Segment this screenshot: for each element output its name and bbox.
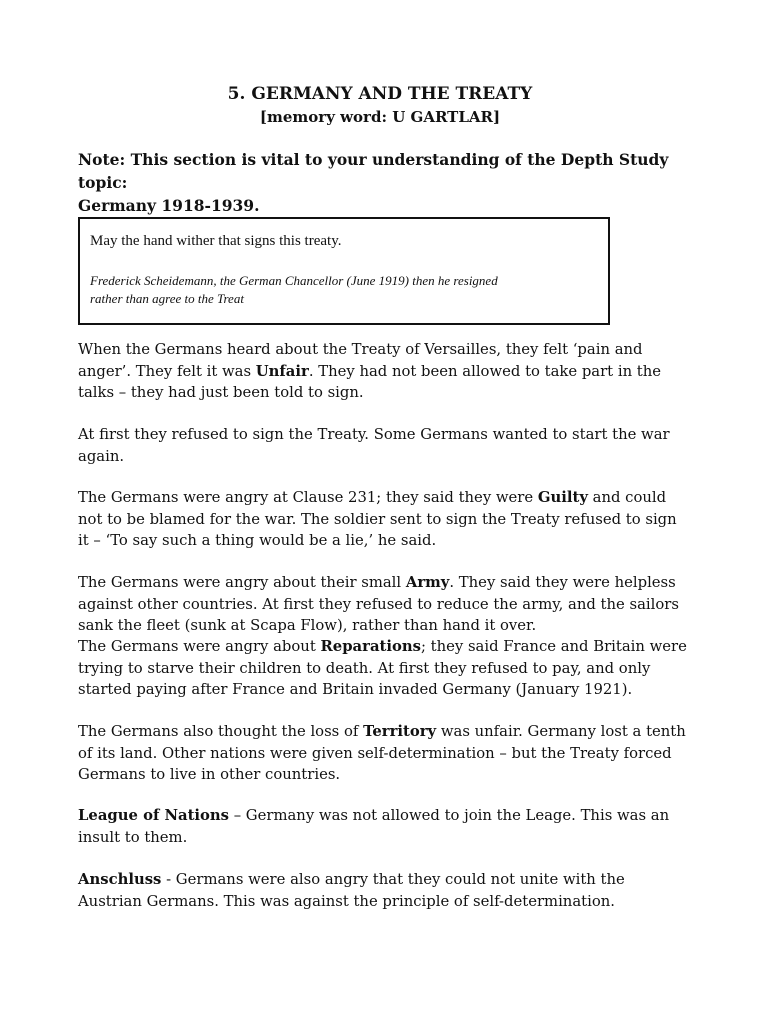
paragraph-text: When the Germans heard about the Treaty of Versailles, they felt ‘pain and anger’. They felt it was — [78, 341, 643, 380]
key-term-territory: Territory — [363, 723, 437, 740]
quote-text: May the hand wither that signs this treaty. — [90, 233, 342, 249]
paragraph-text: The Germans were angry about their small — [78, 574, 406, 591]
paragraph-reaction — [78, 339, 688, 404]
quote-box — [78, 217, 610, 325]
key-term-guilty: Guilty — [537, 489, 588, 506]
paragraph-territory — [78, 721, 688, 786]
paragraph-text: . They had not been allowed to take part in the talks – they had just been told to sign. — [78, 362, 662, 401]
key-term-army: Army — [405, 574, 450, 591]
page-title: 5. GERMANY AND THE TREATY — [227, 84, 533, 104]
paragraph-anschluss — [78, 869, 688, 912]
paragraph-guilt — [78, 487, 688, 552]
paragraph-league — [78, 805, 688, 848]
key-term-reparations: Reparations — [320, 638, 421, 655]
key-term-anschluss: Anschluss — [78, 871, 162, 888]
paragraph-text: - Germans were also angry that they could not unite with the Austrian Germans. This was against the principle of self-determination. — [78, 871, 625, 910]
paragraph-text: ; they said France and Britain were trying to starve their children to death. At first they refused to pay, and only started paying after France and Britain invaded Germany (January 1921). — [78, 638, 687, 698]
study-note — [78, 148, 698, 217]
key-term-unfair: Unfair — [255, 362, 309, 380]
paragraph-text: – Germany was not allowed to join the Leage. This was an insult to them. — [78, 807, 670, 846]
paragraph-text: was unfair. Germany lost a tenth of its land. Other nations were given self-determination – but the Treaty forced Germans to live in other countries. — [78, 723, 686, 783]
paragraph-refusal — [78, 424, 688, 467]
paragraph-reparations — [78, 636, 688, 701]
memory-word: [memory word: U GARTLAR] — [259, 108, 501, 126]
paragraph-army — [78, 572, 688, 637]
paragraph-text: and could not to be blamed for the war. The soldier sent to sign the Treaty refused to sign it – ‘To say such a thing would be a lie,’ he said. — [78, 489, 677, 549]
quote-attribution — [90, 272, 600, 308]
paragraph-text: The Germans were angry about — [78, 638, 321, 655]
paragraph-text: The Germans were angry at Clause 231; they said they were — [78, 489, 538, 506]
paragraph-text: . They said they were helpless against other countries. At first they refused to reduce the army, and the sailors sank the fleet (sunk at Scapa Flow), rather than hand it over. — [78, 574, 679, 634]
study-note-line-2: Germany 1918-1939. — [78, 196, 260, 215]
paragraph-text: The Germans also thought the loss of — [78, 723, 364, 740]
paragraph-text: At first they refused to sign the Treaty. Some Germans wanted to start the war again. — [78, 426, 670, 465]
quote-attribution-line-2: rather than agree to the Treat — [90, 291, 244, 306]
quote-attribution-line-1: Frederick Scheidemann, the German Chancellor (June 1919) then he resigned — [90, 273, 498, 288]
key-term-league-of-nations: League of Nations — [78, 807, 229, 824]
study-note-line-1: Note: This section is vital to your understanding of the Depth Study topic: — [78, 150, 669, 192]
